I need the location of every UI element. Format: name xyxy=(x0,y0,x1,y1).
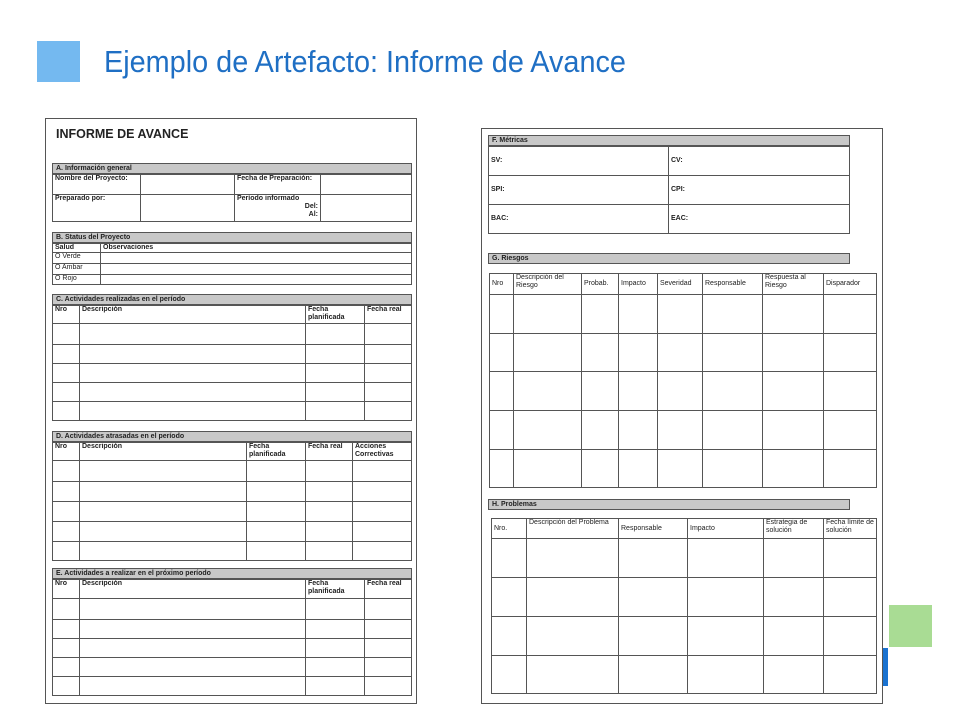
col-planned-date: Fecha planificada xyxy=(306,580,365,599)
col-probability: Probab. xyxy=(582,274,619,295)
project-name-value[interactable] xyxy=(141,175,235,195)
col-actual-date: Fecha real xyxy=(365,580,412,599)
metric-spi: SPI: xyxy=(489,176,669,205)
table-row xyxy=(53,402,412,421)
col-solution-deadline: Fecha límite de solución xyxy=(824,519,877,539)
col-impact: Impacto xyxy=(619,274,658,295)
col-description: Descripción xyxy=(80,580,306,599)
period-title: Período informado xyxy=(237,195,300,202)
col-problem-description: Descripción del Problema xyxy=(527,519,619,539)
status-option-amber[interactable]: O Ambar xyxy=(53,264,101,275)
slide-title: Ejemplo de Artefacto: Informe de Avance xyxy=(104,44,626,79)
table-row xyxy=(490,450,877,488)
section-e-header: E. Actividades a realizar en el próximo período xyxy=(52,568,412,579)
col-description: Descripción xyxy=(80,443,247,461)
risks-table xyxy=(489,273,877,488)
document-title: INFORME DE AVANCE xyxy=(56,127,189,141)
col-impact: Impacto xyxy=(688,519,764,539)
health-header: Salud xyxy=(53,244,101,253)
observation-cell[interactable] xyxy=(101,253,412,264)
period-to-label: Al: xyxy=(308,211,318,218)
period-from-label: Del: xyxy=(304,203,318,210)
table-row xyxy=(492,617,877,656)
col-risk-response: Respuesta al Riesgo xyxy=(763,274,824,295)
prepared-by-value[interactable] xyxy=(141,195,235,222)
problems-table xyxy=(491,518,877,694)
col-severity: Severidad xyxy=(658,274,703,295)
section-a-header: A. Información general xyxy=(52,163,412,174)
metrics-table xyxy=(488,146,850,234)
section-h-header: H. Problemas xyxy=(488,499,850,510)
table-row xyxy=(53,620,412,639)
col-solution-strategy: Estrategia de solución xyxy=(764,519,824,539)
section-f-header: F. Métricas xyxy=(488,135,850,146)
col-planned-date: Fecha planificada xyxy=(247,443,306,461)
col-responsible: Responsable xyxy=(703,274,763,295)
upcoming-activities-table xyxy=(52,579,412,696)
table-row xyxy=(490,295,877,334)
progress-report-page-2 xyxy=(481,128,883,704)
table-row xyxy=(492,656,877,694)
general-info-table xyxy=(52,174,412,222)
col-trigger: Disparador xyxy=(824,274,877,295)
metric-sv: SV: xyxy=(489,147,669,176)
col-planned-date: Fecha planificada xyxy=(306,306,365,324)
col-description: Descripción xyxy=(80,306,306,324)
delayed-activities-table xyxy=(52,442,412,561)
status-option-green[interactable]: O Verde xyxy=(53,253,101,264)
table-row xyxy=(53,364,412,383)
section-b-header: B. Status del Proyecto xyxy=(52,232,412,243)
table-row xyxy=(53,502,412,522)
col-risk-description: Descripción del Riesgo xyxy=(514,274,582,295)
section-g-header: G. Riesgos xyxy=(488,253,850,264)
table-row xyxy=(53,461,412,482)
prep-date-value[interactable] xyxy=(321,175,412,195)
project-name-label: Nombre del Proyecto: xyxy=(53,175,141,195)
table-row xyxy=(490,372,877,411)
period-label xyxy=(235,195,321,222)
col-corrective-actions: Acciones Correctivas xyxy=(353,443,412,461)
col-actual-date: Fecha real xyxy=(365,306,412,324)
table-row xyxy=(53,542,412,561)
table-row xyxy=(53,599,412,620)
table-row xyxy=(53,383,412,402)
metric-eac: EAC: xyxy=(669,205,850,234)
decorative-green-square xyxy=(889,605,932,647)
completed-activities-table xyxy=(52,305,412,421)
table-row xyxy=(490,411,877,450)
prep-date-label: Fecha de Preparación: xyxy=(235,175,321,195)
observation-cell[interactable] xyxy=(101,275,412,285)
prepared-by-label: Preparado por: xyxy=(53,195,141,222)
table-row xyxy=(492,539,877,578)
table-row xyxy=(53,677,412,696)
table-row xyxy=(53,482,412,502)
section-c-header: C. Actividades realizadas en el período xyxy=(52,294,412,305)
table-row xyxy=(53,324,412,345)
progress-report-page-1 xyxy=(45,118,417,704)
metric-cv: CV: xyxy=(669,147,850,176)
col-nro: Nro xyxy=(490,274,514,295)
metric-bac: BAC: xyxy=(489,205,669,234)
decorative-blue-square xyxy=(37,41,80,82)
observations-header: Observaciones xyxy=(101,244,412,253)
table-row xyxy=(492,578,877,617)
col-responsible: Responsable xyxy=(619,519,688,539)
table-row xyxy=(490,334,877,372)
col-nro: Nro xyxy=(53,443,80,461)
project-status-table xyxy=(52,243,412,285)
col-nro: Nro xyxy=(53,580,80,599)
metric-cpi: CPI: xyxy=(669,176,850,205)
table-row xyxy=(53,658,412,677)
col-nro: Nro. xyxy=(492,519,527,539)
status-option-red[interactable]: O Rojo xyxy=(53,275,101,285)
observation-cell[interactable] xyxy=(101,264,412,275)
period-value[interactable] xyxy=(321,195,412,222)
col-nro: Nro xyxy=(53,306,80,324)
section-d-header: D. Actividades atrasadas en el período xyxy=(52,431,412,442)
table-row xyxy=(53,522,412,542)
table-row xyxy=(53,639,412,658)
col-actual-date: Fecha real xyxy=(306,443,353,461)
table-row xyxy=(53,345,412,364)
